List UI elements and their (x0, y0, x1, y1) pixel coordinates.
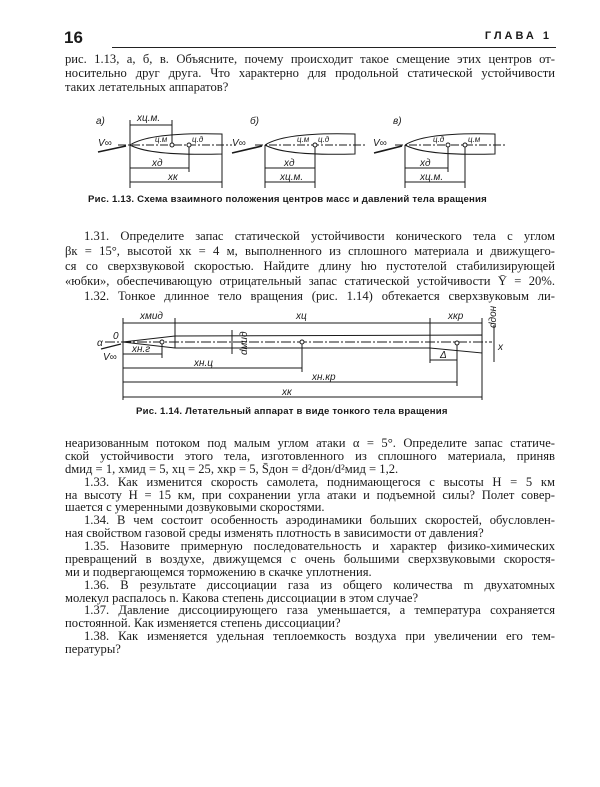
label-x-kr: xкр (448, 311, 464, 322)
text-line: превращений в воздухе, движущемся с очень большими сверхзвуковыми скоростя- (65, 552, 555, 566)
label-x-cm: xц.м. (137, 113, 161, 124)
label-x-d: xд (152, 158, 163, 169)
text-line: ми и подвергающемся торможению в скачке уплотнения. (65, 565, 372, 579)
label-x-mid: xмид (140, 311, 163, 322)
text-line: 1.32. Тонкое длинное тело вращения (рис. 1.14) обтекается сверхзвуковым ли- (84, 289, 555, 303)
chapter-header: ГЛАВА 1 (484, 30, 552, 42)
label-x-k: xк (168, 172, 178, 183)
text-line: неаризованным потоком под малым углом атаки α = 5°. Определите запас статиче- (65, 436, 555, 450)
text-line: шается с умеренными дозвуковыми скоростями. (65, 500, 325, 514)
text-line: ся со сверхзвуковой скоростью. Найдите длину hю пустотелой стабилизирующей (65, 259, 555, 273)
label-cm: ц.м (297, 135, 310, 144)
text-line: на высоту H = 15 км, при сохранении угла атаки и подъемной силы? Полет совер- (65, 488, 555, 502)
label-origin: 0 (113, 331, 119, 342)
label-x-d: xд (284, 158, 295, 169)
label-x-c: xц (296, 311, 307, 322)
text-line: 1.31. Определите запас статической устойчивости конического тела с углом (84, 229, 555, 243)
panel-label-b: б) (250, 116, 259, 127)
text-line: таких летательных аппаратов? (65, 80, 229, 94)
label-x-k: xк (282, 387, 292, 398)
text-line: 1.36. В результате диссоциации газа из общего количества m двухатомных (84, 578, 555, 592)
label-x-nkr: xн.кр (312, 372, 336, 383)
label-v: V∞ (373, 138, 387, 149)
text-line: ской устойчивости этого тела, изготовленного из сплошного материала, приняв (65, 449, 555, 463)
figure-1-14-caption: Рис. 1.14. Летательный аппарат в виде тонкого тела вращения (136, 406, 448, 417)
figure-1-13-caption: Рис. 1.13. Схема взаимного положения центров масс и давлений тела вращения (88, 194, 487, 205)
label-cm: ц.м (155, 135, 168, 144)
text-line: βк = 15°, высотой xк = 4 м, выполненного из сплошного материала и движущего- (65, 244, 555, 258)
text-line: носительно друг друга. Что характерно для продольной статической устойчивости (65, 66, 555, 80)
label-x-axis: x (498, 342, 503, 353)
label-x-ng: xн.г (132, 344, 151, 355)
label-cp: ц.д (433, 135, 445, 144)
page-number: 16 (64, 28, 83, 47)
text-line: пературы? (65, 642, 121, 656)
label-delta: Δ (440, 350, 447, 361)
label-v: V∞ (98, 138, 112, 149)
text-line: 1.34. В чем состоит особенность аэродинамики больших скоростей, обусловлен- (84, 513, 555, 527)
label-d-don: dдон (488, 305, 499, 328)
text-line: ная свойством газовой среды изменять плотность в зависимости от давления? (65, 526, 484, 540)
label-v: V∞ (103, 352, 117, 363)
label-x-nc: xн.ц (194, 358, 213, 369)
panel-label-c: в) (393, 116, 402, 127)
text-line: постоянной. Как изменяется степень диссоциации? (65, 616, 341, 630)
header-rule (112, 47, 556, 48)
text-line: 1.37. Давление диссоциирующего газа уменьшается, а температура сохраняется (84, 603, 555, 617)
text-line: 1.35. Назовите примерную последовательность и характер физико-химических (84, 539, 555, 553)
label-alpha: α (97, 338, 103, 349)
label-x-d: xд (420, 158, 431, 169)
label-cp: ц.д (318, 135, 330, 144)
panel-label-a: а) (96, 116, 105, 127)
text-line: рис. 1.13, а, б, в. Объясните, почему происходит такое смещение этих центров от- (65, 52, 555, 66)
label-cp: ц.д (192, 135, 204, 144)
text-line: 1.33. Как изменится скорость самолета, поднимающегося с высоты H = 5 км (84, 475, 555, 489)
text-line: dмид = 1, xмид = 5, xц = 25, xкр = 5, S̄дон = d²дон/d²мид = 1,2. (65, 462, 399, 476)
label-x-cm: xц.м. (280, 172, 304, 183)
label-cm: ц.м (468, 135, 481, 144)
text-line: «юбки», обеспечивающую отрицательный запас статической устойчивости Ȳ = 20%. (65, 274, 555, 288)
text-line: 1.38. Как изменяется удельная теплоемкость воздуха при увеличении его тем- (84, 629, 555, 643)
text-line: молекул распалось n. Какова степень диссоциации в этом случае? (65, 591, 419, 605)
label-v: V∞ (232, 138, 246, 149)
label-d-mid: dмид (239, 331, 250, 355)
label-x-cm: xц.м. (420, 172, 444, 183)
